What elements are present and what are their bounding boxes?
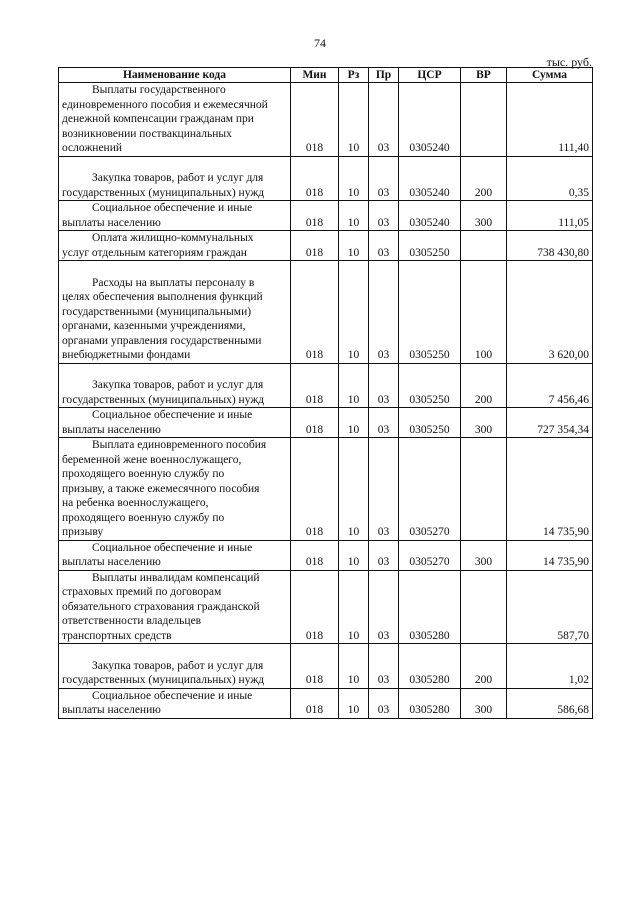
units-label: тыс. руб. xyxy=(546,55,592,69)
cell-csr: 0305250 xyxy=(399,231,461,261)
table-row xyxy=(59,231,593,261)
cell-csr: 0305250 xyxy=(399,261,461,364)
cell-name-line: органами, казенными учреждениями, xyxy=(62,320,246,332)
table-body xyxy=(59,83,593,719)
cell-pr: 03 xyxy=(369,570,399,644)
cell-vr xyxy=(461,438,507,541)
cell-name-line: призыву xyxy=(62,526,104,538)
cell-min: 018 xyxy=(291,644,339,689)
cell-csr: 0305250 xyxy=(399,408,461,438)
cell-name-line xyxy=(62,364,287,379)
page-number: 74 xyxy=(314,36,326,50)
cell-pr: 03 xyxy=(369,540,399,570)
table-row xyxy=(59,570,593,644)
table-header-row xyxy=(59,68,593,83)
cell-vr: 200 xyxy=(461,156,507,201)
cell-name xyxy=(59,570,291,644)
cell-name xyxy=(59,540,291,570)
cell-name-line: государственных (муниципальных) нужд xyxy=(62,674,265,686)
cell-min: 018 xyxy=(291,261,339,364)
cell-csr: 0305270 xyxy=(399,438,461,541)
cell-min: 018 xyxy=(291,83,339,157)
table-row xyxy=(59,156,593,201)
cell-name xyxy=(59,231,291,261)
cell-vr xyxy=(461,570,507,644)
cell-name-line: призыву, а также ежемесячного пособия xyxy=(62,482,260,495)
cell-sum: 587,70 xyxy=(507,570,593,644)
cell-name-line: Закупка товаров, работ и услуг для xyxy=(92,379,264,391)
cell-sum: 0,35 xyxy=(507,156,593,201)
cell-sum: 14 735,90 xyxy=(507,540,593,570)
cell-vr: 300 xyxy=(461,688,507,718)
cell-rz: 10 xyxy=(339,644,369,689)
cell-vr: 200 xyxy=(461,644,507,689)
cell-sum: 111,05 xyxy=(507,201,593,231)
cell-rz: 10 xyxy=(339,201,369,231)
cell-name-line: государственных (муниципальных) нужд xyxy=(62,186,265,199)
budget-table xyxy=(58,67,593,719)
cell-rz: 10 xyxy=(339,363,369,408)
cell-rz: 10 xyxy=(339,408,369,438)
table-row xyxy=(59,540,593,570)
cell-name-line: осложнений xyxy=(62,142,123,154)
cell-name-line: выплаты населению xyxy=(62,423,161,436)
cell-sum: 727 354,34 xyxy=(507,408,593,438)
cell-name-line: целях обеспечения выполнения функций xyxy=(62,291,263,303)
cell-name-line: единовременного пособия и ежемесячной xyxy=(62,98,268,111)
cell-rz: 10 xyxy=(339,688,369,718)
cell-name xyxy=(59,201,291,231)
header-csr: ЦСР xyxy=(399,68,461,83)
cell-vr: 100 xyxy=(461,261,507,364)
cell-name-line xyxy=(62,157,287,172)
cell-name xyxy=(59,83,291,157)
cell-pr: 03 xyxy=(369,231,399,261)
cell-name-line: выплаты населению xyxy=(62,704,161,716)
cell-name-line: Расходы на выплаты персоналу в xyxy=(92,276,255,289)
cell-min: 018 xyxy=(291,231,339,261)
cell-min: 018 xyxy=(291,438,339,541)
cell-sum: 586,68 xyxy=(507,688,593,718)
cell-min: 018 xyxy=(291,156,339,201)
cell-csr: 0305240 xyxy=(399,156,461,201)
cell-name-line: ответственности владельцев xyxy=(62,615,202,627)
cell-rz: 10 xyxy=(339,540,369,570)
header-rz: Рз xyxy=(339,68,369,83)
cell-pr: 03 xyxy=(369,644,399,689)
cell-name-line: Оплата жилищно-коммунальных xyxy=(92,232,254,244)
cell-sum: 7 456,46 xyxy=(507,363,593,408)
cell-name-line: Выплаты инвалидам компенсаций xyxy=(92,571,260,584)
header-sum: Сумма xyxy=(507,68,593,83)
cell-name-line: на ребенка военнослужащего, xyxy=(62,497,209,509)
cell-name xyxy=(59,688,291,718)
cell-csr: 0305240 xyxy=(399,201,461,231)
cell-vr xyxy=(461,231,507,261)
cell-min: 018 xyxy=(291,570,339,644)
header-min: Мин xyxy=(291,68,339,83)
cell-csr: 0305270 xyxy=(399,540,461,570)
header-vr: ВР xyxy=(461,68,507,83)
header-name: Наименование кода xyxy=(59,68,291,83)
cell-name-line: внебюджетными фондами xyxy=(62,349,191,361)
cell-name-line: выплаты населению xyxy=(62,216,161,229)
cell-name-line: проходящего военную службу по xyxy=(62,511,225,524)
cell-sum: 1,02 xyxy=(507,644,593,689)
cell-min: 018 xyxy=(291,363,339,408)
cell-csr: 0305280 xyxy=(399,644,461,689)
cell-vr: 300 xyxy=(461,201,507,231)
header-pr: Пр xyxy=(369,68,399,83)
cell-csr: 0305250 xyxy=(399,363,461,408)
cell-vr: 300 xyxy=(461,540,507,570)
cell-pr: 03 xyxy=(369,438,399,541)
cell-name-line: возникновении поствакцинальных xyxy=(62,127,232,140)
cell-name-line: Выплаты государственного xyxy=(92,84,226,96)
cell-name xyxy=(59,261,291,364)
cell-pr: 03 xyxy=(369,156,399,201)
cell-rz: 10 xyxy=(339,231,369,261)
cell-name-line: страховых премий по договорам xyxy=(62,586,222,598)
cell-vr: 200 xyxy=(461,363,507,408)
cell-pr: 03 xyxy=(369,408,399,438)
cell-name-line: денежной компенсации гражданам при xyxy=(62,113,254,125)
cell-name-line: Выплата единовременного пособия xyxy=(92,439,267,451)
table-row xyxy=(59,83,593,157)
cell-pr: 03 xyxy=(369,363,399,408)
cell-pr: 03 xyxy=(369,261,399,364)
cell-name-line: государственными (муниципальными) xyxy=(62,305,252,318)
cell-vr: 300 xyxy=(461,408,507,438)
cell-name-line: проходящего военную службу по xyxy=(62,468,225,480)
cell-name xyxy=(59,363,291,408)
cell-name-line: государственных (муниципальных) нужд xyxy=(62,393,265,406)
cell-sum: 3 620,00 xyxy=(507,261,593,364)
cell-csr: 0305240 xyxy=(399,83,461,157)
table-row xyxy=(59,201,593,231)
cell-rz: 10 xyxy=(339,438,369,541)
table-row xyxy=(59,438,593,541)
table-row xyxy=(59,363,593,408)
cell-name-line: беременной жене военнослужащего, xyxy=(62,453,242,466)
cell-name-line: Социальное обеспечение и иные xyxy=(92,202,253,214)
cell-name-line xyxy=(62,261,287,276)
cell-min: 018 xyxy=(291,540,339,570)
cell-name-line: Социальное обеспечение и иные xyxy=(92,689,253,702)
cell-name-line: транспортных средств xyxy=(62,629,172,642)
cell-min: 018 xyxy=(291,408,339,438)
cell-rz: 10 xyxy=(339,83,369,157)
table-row xyxy=(59,261,593,364)
cell-name-line: Закупка товаров, работ и услуг для xyxy=(92,172,264,184)
cell-name-line: Социальное обеспечение и иные xyxy=(92,541,253,554)
table-row xyxy=(59,688,593,718)
cell-name-line: органами управления государственными xyxy=(62,334,262,347)
cell-vr xyxy=(461,83,507,157)
cell-name xyxy=(59,156,291,201)
cell-name xyxy=(59,438,291,541)
cell-pr: 03 xyxy=(369,201,399,231)
cell-min: 018 xyxy=(291,688,339,718)
cell-pr: 03 xyxy=(369,688,399,718)
table-row xyxy=(59,408,593,438)
cell-name-line: Закупка товаров, работ и услуг для xyxy=(92,659,264,672)
cell-csr: 0305280 xyxy=(399,570,461,644)
cell-name-line: Социальное обеспечение и иные xyxy=(92,409,253,421)
cell-name-line: услуг отдельным категориям граждан xyxy=(62,246,247,259)
table-row xyxy=(59,644,593,689)
cell-name xyxy=(59,408,291,438)
cell-sum: 14 735,90 xyxy=(507,438,593,541)
cell-name xyxy=(59,644,291,689)
cell-min: 018 xyxy=(291,201,339,231)
cell-name-line: выплаты населению xyxy=(62,556,161,568)
cell-rz: 10 xyxy=(339,570,369,644)
cell-name-line xyxy=(62,644,287,659)
cell-csr: 0305280 xyxy=(399,688,461,718)
cell-pr: 03 xyxy=(369,83,399,157)
cell-rz: 10 xyxy=(339,156,369,201)
cell-sum: 738 430,80 xyxy=(507,231,593,261)
cell-rz: 10 xyxy=(339,261,369,364)
cell-name-line: обязательного страхования гражданской xyxy=(62,600,260,613)
cell-sum: 111,40 xyxy=(507,83,593,157)
